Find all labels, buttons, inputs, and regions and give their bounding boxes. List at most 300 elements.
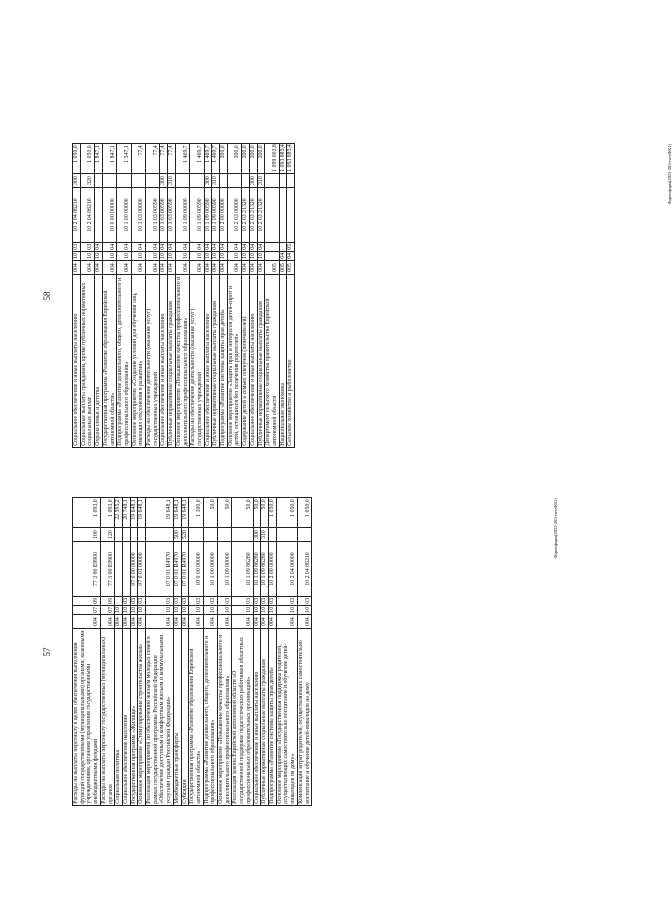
expense-type-cell: [130, 528, 138, 542]
expense-type-cell: 300: [249, 174, 257, 188]
row-name-cell: Социальная политика: [115, 629, 123, 806]
amount-cell: 50,0: [261, 498, 269, 528]
section-code-cell: 10: [95, 252, 102, 259]
admin-code-cell: 005: [279, 261, 287, 275]
subsection-code-cell: 03: [261, 597, 268, 604]
target-article-cell: 07 0 00 00000: [130, 542, 138, 597]
target-article-cell: [287, 188, 295, 243]
section-code-cell: 10: [131, 252, 145, 261]
amount-cell: 77,4: [131, 144, 145, 174]
expense-type-cell: [203, 528, 217, 542]
admin-code-cell: 004: [168, 261, 176, 275]
row-name-cell: Реализация мероприятий по обеспечению жильем молодых семей в рамках государственной программы Российской Федерации «Обеспечение доступным и комфортным жильем и коммунальными услугами граждан Российской Федерации»: [146, 629, 174, 806]
admin-code-cell: 004: [249, 261, 257, 275]
expense-type-cell: 310: [168, 174, 176, 188]
subsection-code-cell: 04: [242, 243, 249, 250]
subsection-code-cell: 03: [138, 597, 145, 604]
section-code-cell: 10: [146, 606, 174, 615]
admin-code-cell: 004: [253, 615, 261, 629]
expense-type-cell: [190, 174, 204, 188]
admin-code-cell: 004: [181, 615, 189, 629]
expense-type-cell: [279, 174, 287, 188]
row-name-cell: Публичные нормативные социальные выплаты гражданам: [257, 275, 265, 448]
expense-type-cell: 310: [261, 528, 269, 542]
target-article-cell: 10 2 03 21320: [242, 188, 250, 243]
expense-type-cell: [138, 528, 146, 542]
expense-type-cell: [287, 174, 295, 188]
amount-cell: 1 050,0: [297, 498, 311, 528]
section-code-cell: 07: [73, 606, 101, 615]
row-name-cell: Подпрограмма «Развитие дошкольного, общего, дополнительного и профессионального образования»: [117, 275, 131, 448]
subsection-code-cell: [265, 243, 279, 252]
expense-type-cell: [220, 174, 228, 188]
expense-type-cell: 310: [257, 174, 265, 188]
admin-code-cell: 004: [190, 261, 204, 275]
row-name-cell: Социальное обеспечение и иные выплаты населению: [160, 275, 168, 448]
section-code-cell: 04: [287, 252, 294, 259]
table-row: [100, 498, 114, 806]
section-code-cell: 10: [297, 606, 311, 615]
section-code-cell: 10: [80, 252, 94, 261]
expense-type-cell: [122, 528, 130, 542]
target-article-cell: 10 2 04 86210: [80, 188, 94, 243]
target-article-cell: 10 1 03 00590: [160, 188, 168, 243]
admin-code-cell: 004: [227, 261, 241, 275]
row-name-cell: Государственная программа «Жилище»: [130, 629, 138, 806]
table-row: [220, 144, 228, 448]
section-code-cell: 07: [100, 606, 114, 615]
subsection-code-cell: 04: [212, 243, 219, 250]
expense-type-cell: [115, 528, 123, 542]
expense-type-cell: [175, 174, 189, 188]
amount-cell: 19 648,1: [181, 498, 189, 528]
table-row: [261, 498, 269, 806]
section-code-cell: 10: [203, 606, 217, 615]
section-code-cell: 10: [268, 606, 275, 613]
table-row: [102, 144, 116, 448]
amount-cell: 1 050,0: [276, 498, 297, 528]
row-name-cell: Государственная программа «Развитие образования Еврейской автономной области»: [102, 275, 116, 448]
amount-cell: 1 099 002,8: [265, 144, 279, 174]
expense-type-cell: 120: [100, 528, 114, 542]
section-code-cell: 10: [115, 606, 122, 613]
row-name-cell: Реализация закона Еврейской автономной области «О государственной поддержке педагогических работников областных профессиональных образовательных организаций»: [232, 629, 253, 806]
expense-type-cell: [265, 174, 279, 188]
table-row: [95, 144, 103, 448]
row-name-cell: Основное мероприятие «Повышение качества профессионального и дополнительного профессионального образования»: [175, 275, 189, 448]
target-article-cell: 07 0 01 00000: [138, 542, 146, 597]
row-name-cell: Субсидии: [181, 629, 189, 806]
table-row: [115, 498, 123, 806]
subsection-code-cell: 03: [173, 597, 180, 604]
admin-code-cell: 004: [131, 261, 145, 275]
row-name-cell: Основное мероприятие «Государственная поддержка родителей, осуществляющих самостоятельно воспитание и обучение детей-инвалидов на дому»: [276, 629, 297, 806]
section-code-cell: 10: [122, 606, 129, 613]
expense-type-cell: [146, 528, 174, 542]
subsection-code-cell: 03: [146, 597, 174, 606]
target-article-cell: 10 2 04 86210: [73, 188, 81, 243]
amount-cell: 300,0: [249, 144, 257, 174]
subsection-code-cell: 09: [73, 597, 101, 606]
row-name-cell: Государственная программа «Развитие образования Еврейской автономной области»: [189, 629, 203, 806]
target-article-cell: 10 1 09 00590: [204, 188, 212, 243]
target-article-cell: 10 1 09 86280: [253, 542, 261, 597]
section-code-cell: 10: [175, 252, 189, 261]
target-article-cell: [265, 188, 279, 243]
admin-code-cell: 004: [261, 615, 269, 629]
row-name-cell: Социальное обеспечение и иные выплаты населению: [249, 275, 257, 448]
section-code-cell: 10: [130, 606, 137, 613]
section-code-cell: 10: [242, 252, 249, 259]
section-code-cell: 10: [249, 252, 256, 259]
row-name-cell: Охрана семьи и детства: [95, 275, 103, 448]
table-row: [218, 498, 232, 806]
row-name-cell: Расходы на выплаты персоналу в целях обеспечения выполнения функций государственными (муниципальными) органами, казенными учреждениями, органами управления государственными внебюджетными фондами: [73, 629, 101, 806]
target-article-cell: 10 2 03 21320: [257, 188, 265, 243]
table-row: [117, 144, 131, 448]
subsection-code-cell: 03: [218, 597, 232, 606]
row-name-cell: Социальные выплаты гражданам, кроме публичных нормативных социальных выплат: [80, 275, 94, 448]
expense-type-cell: [276, 528, 297, 542]
table-row: [227, 144, 241, 448]
target-article-cell: 10 1 03 00590: [168, 188, 176, 243]
subsection-code-cell: 03: [189, 597, 203, 606]
target-article-cell: 07 0 01 R4970: [181, 542, 189, 597]
admin-code-cell: 004: [130, 615, 138, 629]
target-article-cell: 10 2 04 86210: [297, 542, 311, 597]
row-name-cell: Расходы на обеспечение деятельности (оказание услуг) государственных учреждений: [190, 275, 204, 448]
admin-code-cell: 004: [212, 261, 220, 275]
target-article-cell: 10 2 00 00000: [220, 188, 228, 243]
amount-cell: 50,0: [203, 498, 217, 528]
row-name-cell: Основное мероприятие «Создание условий для обучения лиц, имеющих отклонения в развитии»: [131, 275, 145, 448]
table-row: [257, 144, 265, 448]
section-code-cell: 10: [181, 606, 188, 613]
amount-cell: 300,0: [257, 144, 265, 174]
table-row: [297, 498, 311, 806]
target-article-cell: 10 1 09 00590: [190, 188, 204, 243]
section-code-cell: 10: [190, 252, 204, 261]
subsection-code-cell: 04: [190, 243, 204, 252]
target-article-cell: 07 0 01 R4970: [146, 542, 174, 597]
amount-cell: 19 648,1: [138, 498, 146, 528]
target-article-cell: 77 3 00 Е9900: [100, 542, 114, 597]
amount-cell: 1 050,0: [73, 144, 81, 174]
row-name-cell: Социальное обеспечение и иные выплаты населению: [204, 275, 212, 448]
subsection-code-cell: 04: [95, 243, 102, 250]
amount-cell: 1 093 885,4: [279, 144, 286, 172]
expense-type-cell: 300: [160, 174, 168, 188]
table-row: [287, 144, 295, 448]
row-name-cell: Подпрограмма «Развитие системы защиты прав детей»: [220, 275, 228, 448]
admin-code-cell: 004: [102, 261, 116, 275]
row-name-cell: Публичные нормативные социальные выплаты гражданам: [212, 275, 220, 448]
row-name-cell: Подпрограмма «Развитие системы защиты прав детей»: [268, 629, 276, 806]
target-article-cell: 10 1 09 86280: [261, 542, 269, 597]
amount-cell: 1 469,7: [204, 144, 212, 174]
subsection-code-cell: 04: [204, 243, 211, 250]
subsection-code-cell: [115, 597, 123, 606]
amount-cell: 1 847,1: [102, 144, 116, 174]
section-code-cell: 10: [146, 252, 160, 261]
amount-cell: 300,0: [220, 144, 228, 174]
section-code-cell: 04: [279, 252, 286, 259]
admin-code-cell: 004: [242, 261, 250, 275]
expense-type-cell: [189, 528, 203, 542]
amount-cell: 1 100,0: [189, 498, 203, 528]
row-name-cell: Компенсация затрат родителей, осуществляющих самостоятельно воспитание и обучение детей-инвалидов на дому: [297, 629, 311, 806]
amount-cell: 1 547,1: [117, 144, 131, 174]
target-article-cell: 10 2 04 00000: [276, 542, 297, 597]
subsection-code-cell: 04: [220, 243, 227, 250]
amount-cell: 1 050,0: [80, 144, 94, 174]
table-row: [203, 498, 217, 806]
row-name-cell: Департамент сельского хозяйства правительства Еврейской автономной области: [265, 275, 279, 448]
table-row: [168, 144, 176, 448]
section-code-cell: 10: [173, 606, 180, 613]
admin-code-cell: 004: [146, 615, 174, 629]
amount-cell: 19 648,1: [130, 498, 138, 528]
subsection-code-cell: 03: [253, 597, 260, 604]
amount-cell: 1 469,7: [175, 144, 189, 174]
subsection-code-cell: 03: [122, 597, 129, 604]
amount-cell: 1 093 885,4: [287, 144, 294, 172]
amount-cell: 22 595,2: [115, 498, 123, 528]
target-article-cell: 10 1 03 00000: [131, 188, 145, 243]
admin-code-cell: 004: [276, 615, 297, 629]
subsection-code-cell: 03: [181, 597, 188, 604]
amount-cell: 1 093,0: [100, 498, 114, 528]
amount-cell: 20 748,1: [122, 498, 130, 528]
target-article-cell: 10 1 09 00000: [175, 188, 189, 243]
admin-code-cell: 004: [80, 261, 94, 275]
section-code-cell: 10: [102, 252, 116, 261]
page-number: 57: [42, 647, 52, 657]
admin-code-cell: 005: [265, 261, 279, 275]
target-article-cell: 77 3 00 Е9900: [73, 542, 101, 597]
section-code-cell: 10: [276, 606, 297, 615]
target-article-cell: [122, 542, 130, 597]
section-code-cell: 10: [232, 606, 253, 615]
admin-code-cell: 004: [138, 615, 146, 629]
expense-type-cell: 310: [212, 174, 220, 188]
subsection-code-cell: 03: [203, 597, 217, 606]
admin-code-cell: 004: [173, 615, 181, 629]
section-code-cell: 10: [73, 252, 79, 259]
section-code-cell: 10: [168, 252, 175, 259]
amount-cell: 300,0: [227, 144, 241, 174]
subsection-code-cell: 03: [80, 243, 94, 252]
subsection-code-cell: 03: [276, 597, 297, 606]
section-code-cell: 10: [160, 252, 167, 259]
row-name-cell: Социальное обеспечение и иные выплаты населению: [253, 629, 261, 806]
row-name-cell: Межбюджетные трансферты: [173, 629, 181, 806]
table-row: [175, 144, 189, 448]
admin-code-cell: 004: [146, 261, 160, 275]
admin-code-cell: 004: [257, 261, 265, 275]
page-footer: Фаренформ(2022-285-гя-оФК1): [667, 144, 672, 205]
table-row: [146, 144, 160, 448]
section-code-cell: 10: [227, 252, 241, 261]
row-name-cell: Публичные нормативные социальные выплаты гражданам: [168, 275, 176, 448]
admin-code-cell: 004: [73, 261, 81, 275]
section-code-cell: 10: [138, 606, 145, 613]
subsection-code-cell: [279, 243, 287, 252]
expense-type-cell: 300: [253, 528, 261, 542]
amount-cell: 1 469,7: [190, 144, 204, 174]
admin-code-cell: 004: [204, 261, 212, 275]
admin-code-cell: 004: [189, 615, 203, 629]
target-article-cell: 10 1 00 00000: [203, 542, 217, 597]
table-row: [190, 144, 204, 448]
section-code-cell: 10: [257, 252, 264, 259]
section-code-cell: 10: [117, 252, 131, 261]
section-code-cell: 10: [220, 252, 227, 259]
table-row: [265, 144, 279, 448]
admin-code-cell: 004: [122, 615, 130, 629]
subsection-code-cell: 04: [227, 243, 241, 252]
table-row: [130, 498, 138, 806]
amount-cell: 50,0: [253, 498, 261, 528]
budget-table: [72, 143, 295, 448]
page-58: [42, 144, 672, 448]
target-article-cell: [95, 188, 103, 243]
admin-code-cell: 004: [232, 615, 253, 629]
admin-code-cell: 004: [115, 615, 123, 629]
section-code-cell: 10: [189, 606, 203, 615]
page-number: 58: [42, 291, 52, 301]
admin-code-cell: 004: [160, 261, 168, 275]
expense-type-cell: [102, 174, 116, 188]
admin-code-cell: 004: [175, 261, 189, 275]
expense-type-cell: 100: [73, 528, 101, 542]
subsection-code-cell: 04: [160, 243, 167, 250]
table-row: [146, 498, 174, 806]
target-article-cell: 10 1 00 00000: [117, 188, 131, 243]
table-row: [189, 498, 203, 806]
table-row: [204, 144, 212, 448]
row-name-cell: Основное мероприятие «Повышение качества профессионального и дополнительного профессионального образования»: [218, 629, 232, 806]
admin-code-cell: 004: [220, 261, 228, 275]
subsection-code-cell: 03: [297, 597, 311, 606]
expense-type-cell: [227, 174, 241, 188]
table-row: [249, 144, 257, 448]
expense-type-cell: [95, 174, 103, 188]
target-article-cell: 10 1 09 00000: [218, 542, 232, 597]
subsection-code-cell: 03: [268, 597, 275, 604]
target-article-cell: 10 2 03 00000: [227, 188, 241, 243]
table-row: [122, 498, 130, 806]
row-name-cell: Социальное обеспечение населения: [122, 629, 130, 806]
subsection-code-cell: 04: [249, 243, 256, 250]
budget-table: [72, 497, 312, 806]
row-name-cell: Расходы на выплаты персоналу государственных (муниципальных) органов: [100, 629, 114, 806]
expense-type-cell: [131, 174, 145, 188]
admin-code-cell: 004: [73, 615, 101, 629]
admin-code-cell: 004: [117, 261, 131, 275]
amount-cell: 1 847,1: [95, 144, 103, 174]
expense-type-cell: [218, 528, 232, 542]
table-row: [242, 144, 250, 448]
page-57: [42, 498, 558, 806]
table-row: [73, 144, 81, 448]
target-article-cell: 10 1 09 86280: [232, 542, 253, 597]
expense-type-cell: 300: [204, 174, 212, 188]
amount-cell: 50,0: [232, 498, 253, 528]
admin-code-cell: 004: [100, 615, 114, 629]
table-row: [253, 498, 261, 806]
amount-cell: 1 050,0: [268, 498, 276, 528]
admin-code-cell: 004: [203, 615, 217, 629]
subsection-code-cell: 04: [117, 243, 131, 252]
section-code-cell: 10: [204, 252, 211, 259]
row-name-cell: Основное мероприятие «Защита прав и интересов детей-сирот и детей, оставшихся без попечения родителей»: [227, 275, 241, 448]
row-name-cell: Основное мероприятие «Стимулирование строительства жилья»: [138, 629, 146, 806]
target-article-cell: 10 0 00 00000: [189, 542, 203, 597]
target-article-cell: 10 1 03 00590: [146, 188, 160, 243]
row-name-cell: Сельское хозяйство и рыболовство: [287, 275, 295, 448]
row-name-cell: Содержание детей в семьях опекунов (попечителей): [242, 275, 250, 448]
amount-cell: 1 469,7: [212, 144, 220, 174]
table-row: [73, 498, 101, 806]
target-article-cell: [279, 188, 287, 243]
amount-cell: 77,4: [146, 144, 160, 174]
admin-code-cell: 005: [287, 261, 295, 275]
target-article-cell: [115, 542, 123, 597]
table-row: [138, 498, 146, 806]
table-row: [276, 498, 297, 806]
expense-type-cell: [117, 174, 131, 188]
admin-code-cell: 004: [95, 261, 103, 275]
admin-code-cell: 004: [268, 615, 276, 629]
expense-type-cell: [232, 528, 253, 542]
target-article-cell: 10 2 03 21320: [249, 188, 257, 243]
table-row: [212, 144, 220, 448]
subsection-code-cell: 04: [146, 243, 160, 252]
section-code-cell: 10: [218, 606, 232, 615]
admin-code-cell: 004: [218, 615, 232, 629]
table-row: [173, 498, 181, 806]
amount-cell: 300,0: [242, 144, 250, 174]
row-name-cell: Публичные нормативные социальные выплаты гражданам: [261, 629, 269, 806]
expense-type-cell: [146, 174, 160, 188]
expense-type-cell: 320: [80, 174, 94, 188]
target-article-cell: 07 0 01 R4970: [173, 542, 181, 597]
table-row: [181, 498, 189, 806]
subsection-code-cell: 04: [131, 243, 145, 252]
target-article-cell: 10 0 00 00000: [102, 188, 116, 243]
row-name-cell: Расходы на обеспечение деятельности (оказание услуг) государственных учреждений: [146, 275, 160, 448]
amount-cell: 19 648,1: [173, 498, 181, 528]
row-name-cell: Социальное обеспечение и иные выплаты населению: [73, 275, 81, 448]
expense-type-cell: [242, 174, 250, 188]
subsection-code-cell: 04: [257, 243, 264, 250]
section-code-cell: [265, 252, 279, 261]
expense-type-cell: [297, 528, 311, 542]
section-code-cell: 10: [261, 606, 268, 613]
subsection-code-cell: 09: [100, 597, 114, 606]
subsection-code-cell: 04: [102, 243, 116, 252]
table-row: [279, 144, 287, 448]
row-name-cell: Подпрограмма «Развитие дошкольного, общего, дополнительного и профессионального образования»: [203, 629, 217, 806]
amount-cell: 77,4: [160, 144, 168, 174]
table-row: [131, 144, 145, 448]
expense-type-cell: 520: [181, 528, 189, 542]
admin-code-cell: 004: [297, 615, 311, 629]
table-row: [160, 144, 168, 448]
subsection-code-cell: 03: [73, 243, 79, 250]
subsection-code-cell: 03: [232, 597, 253, 606]
